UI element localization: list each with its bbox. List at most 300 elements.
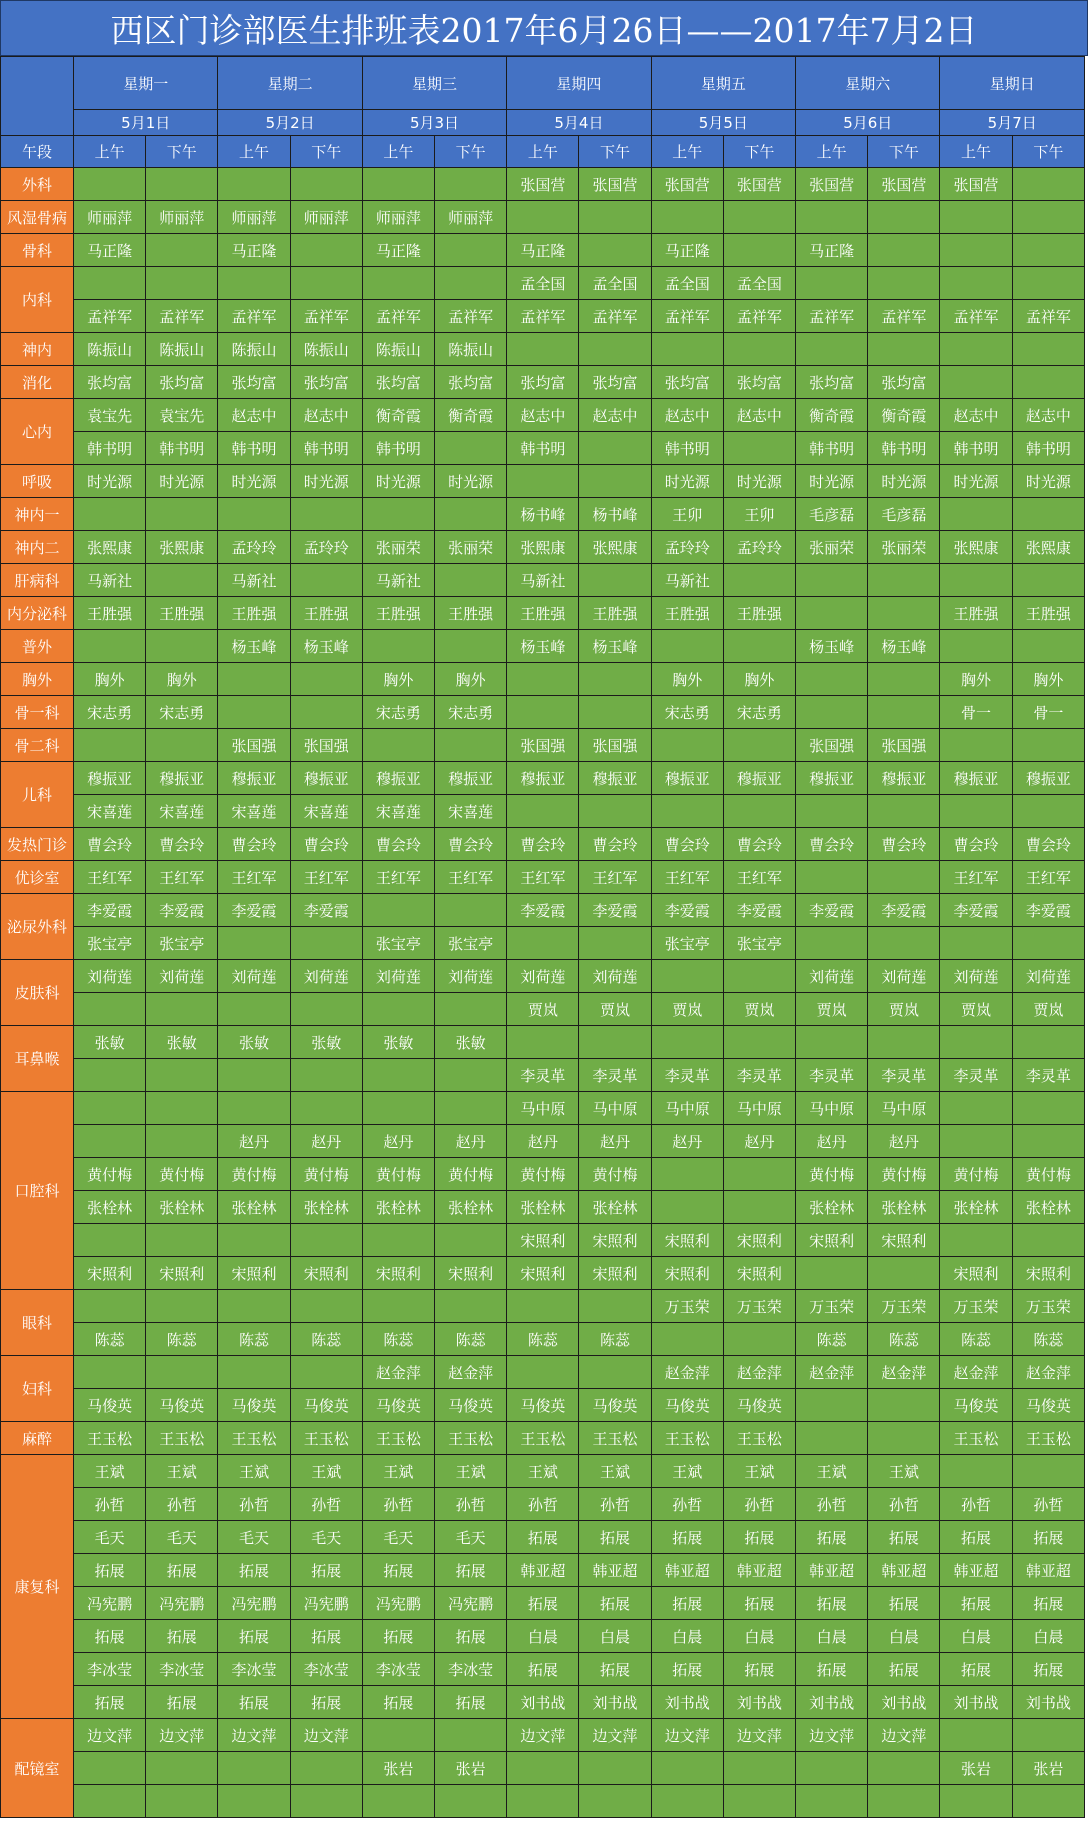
shift-cell: 穆振亚: [651, 762, 723, 795]
shift-cell: 白晨: [796, 1620, 868, 1653]
shift-cell: [1012, 1224, 1084, 1257]
shift-cell: 时光源: [796, 465, 868, 498]
shift-cell: [435, 498, 507, 531]
weekday-header: 星期二: [218, 57, 362, 110]
shift-cell: 李灵革: [796, 1059, 868, 1092]
shift-cell: 拓展: [362, 1554, 434, 1587]
header-corner: [1, 57, 74, 136]
schedule-row: [1, 465, 1085, 498]
shift-cell: 宋照利: [940, 1257, 1012, 1290]
shift-cell: [507, 1785, 579, 1818]
shift-cell: 张均富: [723, 366, 795, 399]
schedule-row: [1, 1620, 1085, 1653]
shift-cell: 李爱霞: [868, 894, 940, 927]
shift-cell: [507, 201, 579, 234]
shift-cell: 穆振亚: [1012, 762, 1084, 795]
shift-cell: 王玉松: [651, 1422, 723, 1455]
shift-cell: 韩亚超: [723, 1554, 795, 1587]
schedule-row: [1, 1455, 1085, 1488]
shift-cell: [435, 1059, 507, 1092]
shift-cell: 陈蕊: [146, 1323, 218, 1356]
shift-cell: 马中原: [868, 1092, 940, 1125]
shift-cell: 李爱霞: [723, 894, 795, 927]
shift-cell: 白晨: [1012, 1620, 1084, 1653]
shift-cell: 拓展: [218, 1686, 290, 1719]
shift-cell: 赵志中: [651, 399, 723, 432]
shift-cell: 韩书明: [868, 432, 940, 465]
shift-cell: [796, 927, 868, 960]
shift-cell: [651, 201, 723, 234]
shift-cell: 张栓林: [507, 1191, 579, 1224]
shift-cell: [74, 993, 146, 1026]
shift-cell: 冯宪鹏: [146, 1587, 218, 1620]
shift-cell: 冯宪鹏: [435, 1587, 507, 1620]
schedule-row: [1, 366, 1085, 399]
shift-cell: 韩亚超: [940, 1554, 1012, 1587]
shift-cell: [507, 333, 579, 366]
shift-cell: [74, 498, 146, 531]
shift-cell: 骨一: [1012, 696, 1084, 729]
shift-cell: 张栓林: [290, 1191, 362, 1224]
shift-cell: 拓展: [940, 1587, 1012, 1620]
shift-cell: [146, 1356, 218, 1389]
shift-cell: 张国强: [579, 729, 651, 762]
schedule-row: [1, 168, 1085, 201]
shift-cell: 孟祥军: [218, 300, 290, 333]
shift-cell: [1012, 1026, 1084, 1059]
schedule-row: [1, 1323, 1085, 1356]
shift-cell: [74, 729, 146, 762]
shift-cell: [290, 696, 362, 729]
shift-cell: [868, 1389, 940, 1422]
department-cell: 胸外: [1, 663, 74, 696]
shift-cell: 杨玉峰: [218, 630, 290, 663]
shift-cell: [146, 234, 218, 267]
shift-cell: 刘荷莲: [579, 960, 651, 993]
shift-cell: 冯宪鹏: [74, 1587, 146, 1620]
shift-cell: 拓展: [868, 1587, 940, 1620]
shift-cell: 王斌: [146, 1455, 218, 1488]
shift-cell: 师丽萍: [74, 201, 146, 234]
slot-header: 上午: [651, 136, 723, 168]
shift-cell: [74, 630, 146, 663]
shift-cell: 贾岚: [796, 993, 868, 1026]
shift-cell: 张宝亭: [723, 927, 795, 960]
shift-cell: 李爱霞: [146, 894, 218, 927]
shift-cell: 马新社: [218, 564, 290, 597]
shift-cell: [796, 861, 868, 894]
shift-cell: 马正隆: [796, 234, 868, 267]
shift-cell: 李爱霞: [579, 894, 651, 927]
shift-cell: [218, 696, 290, 729]
weekday-header: 星期三: [362, 57, 506, 110]
shift-cell: [507, 696, 579, 729]
shift-cell: [435, 729, 507, 762]
shift-cell: 李爱霞: [290, 894, 362, 927]
shift-cell: 宋志勇: [723, 696, 795, 729]
shift-cell: 冯宪鹏: [290, 1587, 362, 1620]
shift-cell: 宋照利: [868, 1224, 940, 1257]
schedule-row: [1, 1785, 1085, 1818]
shift-cell: 陈蕊: [940, 1323, 1012, 1356]
shift-cell: [146, 1290, 218, 1323]
shift-cell: 拓展: [868, 1653, 940, 1686]
shift-cell: 马新社: [651, 564, 723, 597]
shift-cell: 王卯: [723, 498, 795, 531]
shift-cell: [579, 1290, 651, 1323]
shift-cell: 宋志勇: [146, 696, 218, 729]
shift-cell: 毛天: [362, 1521, 434, 1554]
shift-cell: 张丽荣: [868, 531, 940, 564]
shift-cell: 拓展: [796, 1521, 868, 1554]
shift-cell: 王胜强: [579, 597, 651, 630]
schedule-row: [1, 267, 1085, 300]
shift-cell: 师丽萍: [218, 201, 290, 234]
shift-cell: 张国营: [579, 168, 651, 201]
shift-cell: 刘书战: [579, 1686, 651, 1719]
shift-cell: [579, 927, 651, 960]
shift-cell: [435, 564, 507, 597]
shift-cell: 王斌: [290, 1455, 362, 1488]
shift-cell: 杨玉峰: [579, 630, 651, 663]
department-cell: 内分泌科: [1, 597, 74, 630]
shift-cell: [868, 201, 940, 234]
schedule-row: [1, 1191, 1085, 1224]
shift-cell: 贾岚: [507, 993, 579, 1026]
schedule-row: [1, 1422, 1085, 1455]
schedule-row: [1, 1389, 1085, 1422]
shift-cell: [579, 1752, 651, 1785]
shift-cell: [435, 168, 507, 201]
shift-cell: 马正隆: [74, 234, 146, 267]
shift-cell: [796, 795, 868, 828]
shift-cell: 时光源: [723, 465, 795, 498]
shift-cell: 赵丹: [796, 1125, 868, 1158]
shift-cell: 王胜强: [507, 597, 579, 630]
shift-cell: [651, 1323, 723, 1356]
shift-cell: 刘荷莲: [796, 960, 868, 993]
shift-cell: 拓展: [940, 1521, 1012, 1554]
shift-cell: 曹会玲: [579, 828, 651, 861]
shift-cell: [1012, 1092, 1084, 1125]
shift-cell: 孟全国: [579, 267, 651, 300]
shift-cell: 宋喜莲: [290, 795, 362, 828]
shift-cell: 拓展: [146, 1686, 218, 1719]
shift-cell: [651, 1026, 723, 1059]
shift-cell: 孟玲玲: [651, 531, 723, 564]
shift-cell: [1012, 927, 1084, 960]
shift-cell: [868, 333, 940, 366]
shift-cell: [723, 795, 795, 828]
shift-cell: 王斌: [218, 1455, 290, 1488]
shift-cell: 胸外: [723, 663, 795, 696]
shift-cell: 毛天: [290, 1521, 362, 1554]
shift-cell: 杨书峰: [579, 498, 651, 531]
schedule-row: [1, 729, 1085, 762]
shift-cell: 时光源: [651, 465, 723, 498]
shift-cell: 韩书明: [1012, 432, 1084, 465]
shift-cell: [507, 1356, 579, 1389]
shift-cell: 张栓林: [579, 1191, 651, 1224]
schedule-row: [1, 1686, 1085, 1719]
shift-cell: 张国强: [796, 729, 868, 762]
department-cell: 外科: [1, 168, 74, 201]
shift-cell: 张均富: [507, 366, 579, 399]
shift-cell: 张栓林: [218, 1191, 290, 1224]
shift-cell: [435, 894, 507, 927]
shift-cell: 王玉松: [940, 1422, 1012, 1455]
shift-cell: 拓展: [940, 1653, 1012, 1686]
shift-cell: 赵金萍: [796, 1356, 868, 1389]
shift-cell: 赵志中: [290, 399, 362, 432]
shift-cell: [868, 597, 940, 630]
shift-cell: 孙哲: [218, 1488, 290, 1521]
shift-cell: 穆振亚: [723, 762, 795, 795]
shift-cell: 陈蕊: [579, 1323, 651, 1356]
shift-cell: 张均富: [146, 366, 218, 399]
shift-cell: 孙哲: [435, 1488, 507, 1521]
shift-cell: 孙哲: [362, 1488, 434, 1521]
shift-cell: 张宝亭: [146, 927, 218, 960]
shift-cell: [218, 498, 290, 531]
shift-cell: 张均富: [362, 366, 434, 399]
shift-cell: [146, 564, 218, 597]
shift-cell: 陈蕊: [435, 1323, 507, 1356]
shift-cell: [940, 795, 1012, 828]
shift-cell: 宋志勇: [74, 696, 146, 729]
shift-cell: 胸外: [940, 663, 1012, 696]
shift-cell: [796, 1389, 868, 1422]
shift-cell: 马中原: [507, 1092, 579, 1125]
shift-cell: [579, 201, 651, 234]
shift-cell: 黄付梅: [362, 1158, 434, 1191]
shift-cell: 刘书战: [796, 1686, 868, 1719]
shift-cell: [651, 1785, 723, 1818]
shift-cell: 赵丹: [435, 1125, 507, 1158]
shift-cell: 宋照利: [579, 1257, 651, 1290]
shift-cell: [796, 1026, 868, 1059]
shift-cell: 黄付梅: [940, 1158, 1012, 1191]
shift-cell: 孟祥军: [579, 300, 651, 333]
shift-cell: 骨一: [940, 696, 1012, 729]
shift-cell: [290, 234, 362, 267]
shift-cell: 万玉荣: [868, 1290, 940, 1323]
shift-cell: 赵志中: [940, 399, 1012, 432]
shift-cell: 韩书明: [940, 432, 1012, 465]
shift-cell: [362, 1719, 434, 1752]
shift-cell: 曹会玲: [507, 828, 579, 861]
shift-cell: 张栓林: [940, 1191, 1012, 1224]
shift-cell: [218, 1752, 290, 1785]
shift-cell: [218, 1785, 290, 1818]
shift-cell: [74, 1290, 146, 1323]
shift-cell: 王斌: [74, 1455, 146, 1488]
shift-cell: [507, 795, 579, 828]
shift-cell: [1012, 498, 1084, 531]
shift-cell: 时光源: [362, 465, 434, 498]
shift-cell: 宋照利: [723, 1224, 795, 1257]
shift-cell: 刘书战: [1012, 1686, 1084, 1719]
department-cell: 康复科: [1, 1455, 74, 1719]
shift-cell: 宋照利: [74, 1257, 146, 1290]
shift-cell: 贾岚: [1012, 993, 1084, 1026]
shift-cell: [218, 168, 290, 201]
shift-cell: [940, 1125, 1012, 1158]
shift-cell: [868, 795, 940, 828]
shift-cell: 孙哲: [1012, 1488, 1084, 1521]
shift-cell: 孙哲: [723, 1488, 795, 1521]
shift-cell: [651, 795, 723, 828]
shift-cell: 万玉荣: [940, 1290, 1012, 1323]
shift-cell: [940, 564, 1012, 597]
shift-cell: 张熙康: [74, 531, 146, 564]
shift-cell: [1012, 564, 1084, 597]
shift-cell: 赵志中: [218, 399, 290, 432]
shift-cell: 杨玉峰: [290, 630, 362, 663]
shift-cell: 韩亚超: [651, 1554, 723, 1587]
shift-cell: [362, 267, 434, 300]
shift-cell: 宋照利: [579, 1224, 651, 1257]
shift-cell: 孟全国: [723, 267, 795, 300]
shift-cell: 赵志中: [579, 399, 651, 432]
shift-cell: [290, 1752, 362, 1785]
shift-cell: [1012, 366, 1084, 399]
shift-cell: 白晨: [723, 1620, 795, 1653]
shift-cell: 白晨: [651, 1620, 723, 1653]
shift-cell: [362, 1224, 434, 1257]
shift-cell: 陈蕊: [362, 1323, 434, 1356]
shift-cell: 王胜强: [290, 597, 362, 630]
shift-cell: 毛天: [435, 1521, 507, 1554]
shift-cell: 李灵革: [579, 1059, 651, 1092]
department-cell: 普外: [1, 630, 74, 663]
shift-cell: 曹会玲: [218, 828, 290, 861]
shift-cell: 边文萍: [507, 1719, 579, 1752]
shift-cell: 拓展: [507, 1521, 579, 1554]
shift-cell: 宋志勇: [362, 696, 434, 729]
shift-cell: 张宝亭: [435, 927, 507, 960]
shift-cell: 毛天: [74, 1521, 146, 1554]
shift-cell: 王玉松: [507, 1422, 579, 1455]
shift-cell: [940, 1719, 1012, 1752]
shift-cell: 穆振亚: [507, 762, 579, 795]
shift-cell: 刘书战: [868, 1686, 940, 1719]
shift-cell: 王斌: [723, 1455, 795, 1488]
weekday-header: 星期一: [74, 57, 218, 110]
shift-cell: 宋照利: [362, 1257, 434, 1290]
shift-cell: 孙哲: [74, 1488, 146, 1521]
shift-cell: [290, 1059, 362, 1092]
schedule-row: [1, 993, 1085, 1026]
shift-cell: 马俊英: [940, 1389, 1012, 1422]
shift-cell: 刘书战: [940, 1686, 1012, 1719]
shift-cell: 白晨: [507, 1620, 579, 1653]
shift-cell: 马新社: [362, 564, 434, 597]
schedule-row: [1, 1719, 1085, 1752]
shift-cell: 穆振亚: [796, 762, 868, 795]
shift-cell: [290, 564, 362, 597]
shift-cell: 宋喜莲: [435, 795, 507, 828]
department-cell: 心内: [1, 399, 74, 465]
department-cell: 骨科: [1, 234, 74, 267]
shift-cell: 李冰莹: [218, 1653, 290, 1686]
shift-cell: 李爱霞: [507, 894, 579, 927]
slot-label: 午段: [1, 136, 74, 168]
shift-cell: [74, 267, 146, 300]
shift-cell: 马俊英: [1012, 1389, 1084, 1422]
shift-cell: 时光源: [940, 465, 1012, 498]
shift-cell: 孙哲: [868, 1488, 940, 1521]
shift-cell: 张岩: [362, 1752, 434, 1785]
schedule-row: [1, 1257, 1085, 1290]
shift-cell: 王胜强: [218, 597, 290, 630]
shift-cell: 陈振山: [146, 333, 218, 366]
shift-cell: [579, 1785, 651, 1818]
shift-cell: [362, 894, 434, 927]
schedule-row: [1, 762, 1085, 795]
shift-cell: 韩亚超: [1012, 1554, 1084, 1587]
shift-cell: 孟祥军: [290, 300, 362, 333]
shift-cell: 曹会玲: [74, 828, 146, 861]
shift-cell: 张宝亭: [651, 927, 723, 960]
shift-cell: 宋喜莲: [218, 795, 290, 828]
shift-cell: 孟玲玲: [218, 531, 290, 564]
shift-cell: [507, 1026, 579, 1059]
shift-cell: 宋志勇: [435, 696, 507, 729]
shift-cell: [218, 1059, 290, 1092]
shift-cell: 李爱霞: [1012, 894, 1084, 927]
shift-cell: [435, 1719, 507, 1752]
shift-cell: 张宝亭: [362, 927, 434, 960]
shift-cell: [940, 729, 1012, 762]
shift-cell: [146, 1224, 218, 1257]
shift-cell: [796, 333, 868, 366]
shift-cell: [1012, 1785, 1084, 1818]
shift-cell: 宋喜莲: [362, 795, 434, 828]
shift-cell: [290, 1224, 362, 1257]
shift-cell: [74, 1785, 146, 1818]
shift-cell: 时光源: [146, 465, 218, 498]
shift-cell: 王玉松: [290, 1422, 362, 1455]
shift-cell: [218, 1290, 290, 1323]
shift-cell: 孙哲: [290, 1488, 362, 1521]
shift-cell: [651, 630, 723, 663]
shift-cell: [74, 1356, 146, 1389]
department-cell: 麻醉: [1, 1422, 74, 1455]
shift-cell: [146, 1059, 218, 1092]
shift-cell: 王玉松: [1012, 1422, 1084, 1455]
shift-cell: 马中原: [651, 1092, 723, 1125]
shift-cell: 赵志中: [1012, 399, 1084, 432]
shift-cell: 毛天: [218, 1521, 290, 1554]
shift-cell: [940, 630, 1012, 663]
shift-cell: 边文萍: [74, 1719, 146, 1752]
shift-cell: 王玉松: [74, 1422, 146, 1455]
shift-cell: [868, 1257, 940, 1290]
shift-cell: 拓展: [796, 1653, 868, 1686]
schedule-row: [1, 894, 1085, 927]
slot-header: 下午: [868, 136, 940, 168]
shift-cell: [796, 663, 868, 696]
schedule-row: [1, 597, 1085, 630]
shift-cell: 拓展: [1012, 1587, 1084, 1620]
shift-cell: 刘荷莲: [940, 960, 1012, 993]
shift-cell: 边文萍: [218, 1719, 290, 1752]
shift-cell: [218, 927, 290, 960]
shift-cell: 师丽萍: [362, 201, 434, 234]
shift-cell: [868, 663, 940, 696]
shift-cell: 曹会玲: [723, 828, 795, 861]
